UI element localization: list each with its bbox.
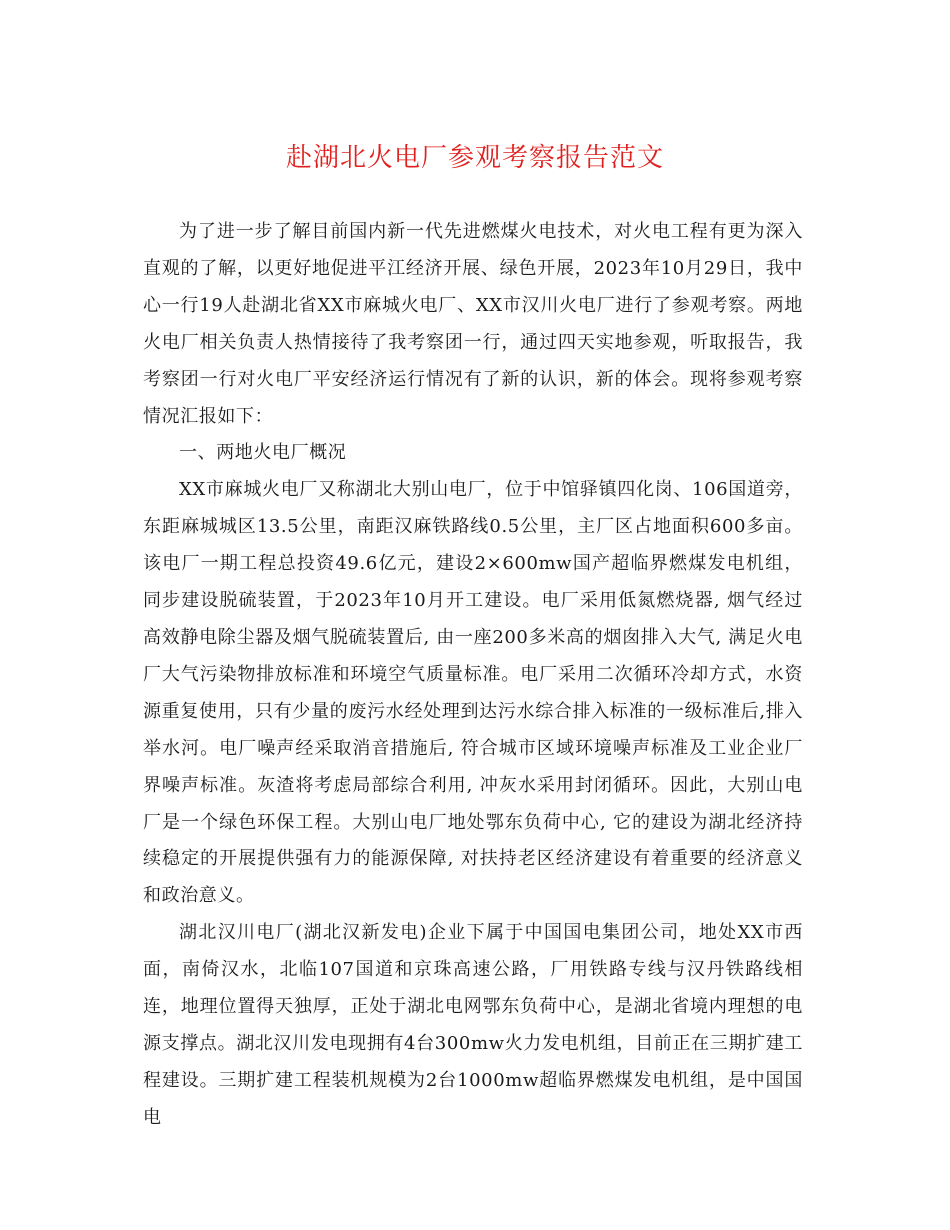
paragraph-intro: 为了进一步了解目前国内新一代先进燃煤火电技术，对火电工程有更为深入直观的了解，以更好地促进平江经济开展、绿色开展，2023年10月29日，我中心一行19人赴湖北省XX市麻城火电厂、XX市汉川火电厂进行了参观考察。两地火电厂相关负责人热情接待了我考察团一行，通过四天实地参观，听取报告，我考察团一行对火电厂平安经济运行情况有了新的认识，新的体会。现将参观考察情况汇报如下：	[143, 221, 803, 427]
paragraph-hanchuan-plant: 湖北汉川电厂(湖北汉新发电)企业下属于中国国电集团公司，地处XX市西面，南倚汉水，北临107国道和京珠高速公路，厂用铁路专线与汉丹铁路线相连，地理位置得天独厚，正处于湖北电网鄂东负荷中心，是湖北省境内理想的电源支撑点。湖北汉川发电现拥有4台300mw火力发电机组，目前正在三期扩建工程建设。三期扩建工程装机规模为2台1000mw超临界燃煤发电机组，是中国国电	[143, 922, 803, 1128]
paragraph-macheng-plant: XX市麻城火电厂又称湖北大别山电厂，位于中馆驿镇四化岗、106国道旁，东距麻城城区13.5公里，南距汉麻铁路线0.5公里，主厂区占地面积600多亩。该电厂一期工程总投资49.6亿元，建设2×600mw国产超临界燃煤发电机组，同步建设脱硫装置，于2023年10月开工建设。电厂采用低氮燃烧器, 烟气经过高效静电除尘器及烟气脱硫装置后, 由一座200多米高的烟囱排入大气, 满足火电厂大气污染物排放标准和环境空气质量标准。电厂采用二次循环冷却方式，水资源重复使用，只有少量的废污水经处理到达污水综合排入标准的一级标准后,排入举水河。电厂噪声经采取消音措施后, 符合城市区域环境噪声标准及工业企业厂界噪声标准。灰渣将考虑局部综合利用, 冲灰水采用封闭循环。因此，大别山电厂是一个绿色环保工程。大别山电厂地处鄂东负荷中心, 它的建设为湖北经济持续稳定的开展提供强有力的能源保障, 对扶持老区经济建设有着重要的经济意义和政治意义。	[143, 479, 803, 907]
document-body	[143, 214, 803, 1137]
section-heading: 一、两地火电厂概况	[179, 442, 347, 464]
document-title: 赴湖北火电厂参观考察报告范文	[285, 143, 664, 173]
